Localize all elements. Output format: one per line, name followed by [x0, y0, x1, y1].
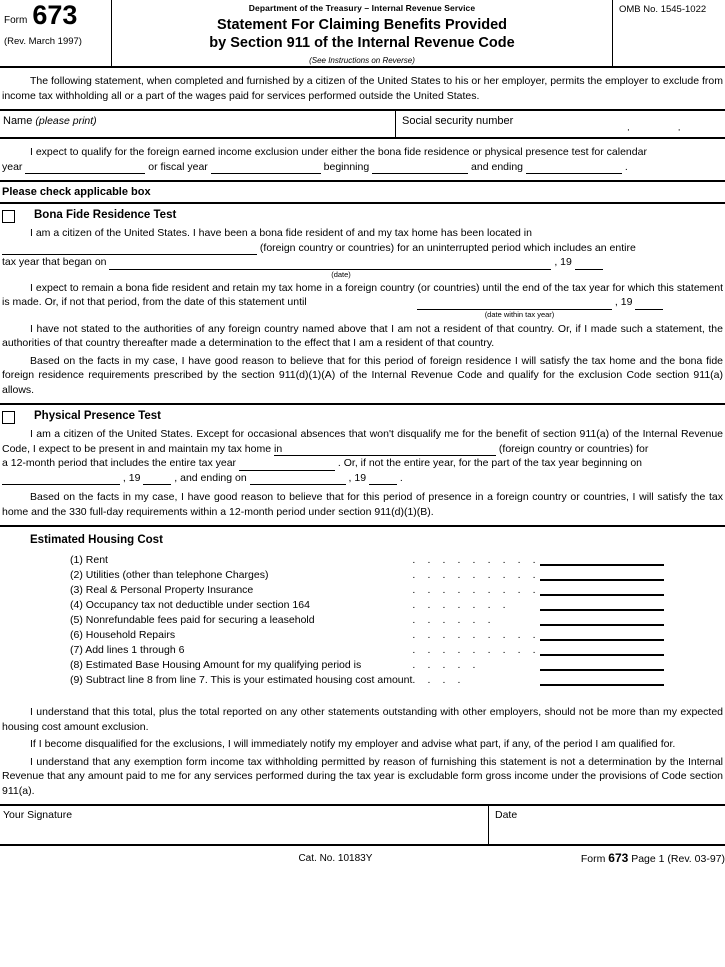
qualify-block: [0, 139, 725, 180]
physical-presence-p2: Based on the facts in my case, I have good reason to believe that for this period of presence in a foreign country or countries, I will satisfy the tax home and the 330 full-day requirements within a 12-month period under section 911(d)(1)(B).: [2, 491, 723, 518]
housing-row-num: (9): [70, 674, 83, 686]
housing-row-6-input[interactable]: [540, 628, 664, 641]
form-header: [0, 0, 725, 68]
housing-row-label: Estimated Base Housing Amount for my qualifying period is: [85, 659, 362, 671]
physical-presence-taxyear-input[interactable]: [239, 459, 335, 471]
bona-fide-date-caption: (date): [331, 269, 351, 279]
closing-block: [0, 695, 725, 804]
name-field[interactable]: [0, 111, 396, 137]
physical-presence-end-year-input[interactable]: [369, 473, 397, 485]
intro-block: [0, 68, 725, 109]
footer-form-info: [581, 851, 725, 865]
bona-fide-p4: Based on the facts in my case, I have good reason to believe that for this period of foreign residence I will satisfy the tax home and the bona fide foreign residence requirements prescribed by the section 911(d)(1)(A) of the Internal Revenue Code and qualify for the exclusion Code section 911(a) allows.: [2, 354, 723, 396]
form-title-line1: Statement For Claiming Benefits Provided: [216, 17, 508, 33]
leader-dots: . . . . .: [412, 659, 481, 671]
omb-number: OMB No. 1545-1022: [619, 4, 707, 15]
bona-fide-until-year-input[interactable]: [635, 298, 663, 310]
leader-dots: . . . . . . . . .: [412, 569, 541, 581]
physical-presence-title: Physical Presence Test: [34, 410, 161, 422]
physical-presence-and-ending: , and ending on: [174, 471, 247, 484]
ending-date-input[interactable]: [526, 162, 622, 174]
bona-fide-until-date-input[interactable]: [417, 298, 612, 310]
housing-row-num: (3): [70, 584, 83, 596]
bona-fide-country-line: [2, 241, 723, 256]
housing-row-3-input[interactable]: [540, 583, 664, 596]
leader-dots: . . . . . . .: [412, 599, 511, 611]
signature-label: Your Signature: [3, 809, 73, 821]
table-row: [70, 567, 664, 582]
table-row: [70, 627, 664, 642]
housing-row-label: Add lines 1 through 6: [85, 644, 185, 656]
leader-dots: . . . .: [412, 674, 466, 686]
catalog-number: Cat. No. 10183Y: [298, 852, 373, 864]
calendar-year-input[interactable]: [25, 162, 145, 174]
bona-fide-p2: I expect to remain a bona fide resident and retain my tax home in a foreign country (or countries) until the end of the tax year for which this statement is made. Or, if not that period, from the date of this statement until: [2, 281, 723, 308]
intro-paragraph: The following statement, when completed and furnished by a citizen of the United States to his or her employer, permits the employer to exclude from income tax withholding all or a part of the wages paid for services performed outside the United States.: [2, 75, 723, 102]
bona-fide-p1-b: (foreign country or countries) for an uninterrupted period which includes an entire: [259, 241, 636, 254]
physical-presence-year2: , 19: [348, 471, 367, 484]
housing-row-label: Household Repairs: [85, 629, 176, 641]
closing-p2: If I become disqualified for the exclusions, I will immediately notify my employer and advise what part, if any, of the period I am qualified for.: [30, 738, 676, 750]
bona-fide-date-within-caption: (date within tax year): [484, 309, 555, 319]
fiscal-year-input[interactable]: [211, 162, 321, 174]
housing-row-7-input[interactable]: [540, 643, 664, 656]
table-row: [70, 552, 664, 567]
bona-fide-residence-section: [0, 202, 725, 403]
physical-presence-p1-c: a 12-month period that includes the entire tax year: [2, 457, 237, 469]
identity-row: [0, 109, 725, 139]
name-hint: (please print): [35, 115, 97, 127]
leader-dots: . . . . . . . . .: [412, 584, 541, 596]
physical-presence-p1-a: I am a citizen of the United States. Except for occasional absences that won't disqualify me for the benefit of section 911(a) of the Internal Revenue Code, I expect to be present in and maintain my tax home in: [2, 428, 723, 455]
department-label: Department of the Treasury – Internal Revenue Service: [248, 3, 476, 13]
physical-presence-year1: , 19: [122, 471, 141, 484]
form-title-block: [112, 0, 613, 66]
housing-row-num: (5): [70, 614, 83, 626]
physical-presence-checkbox[interactable]: [2, 411, 15, 424]
housing-row-8-input[interactable]: [540, 658, 664, 671]
table-row: [70, 657, 664, 672]
footer-form-word: Form: [580, 853, 606, 865]
bona-fide-start-date-input[interactable]: [109, 258, 551, 270]
estimated-housing-cost-section: [0, 525, 725, 695]
or-fiscal-year-label: or fiscal year: [148, 160, 208, 173]
housing-row-num: (2): [70, 569, 83, 581]
form-footer: [0, 846, 725, 865]
signature-row: [0, 804, 725, 846]
housing-row-4-input[interactable]: [540, 598, 664, 611]
physical-presence-dates-line: [2, 471, 723, 486]
housing-cost-table: [70, 552, 664, 687]
form-title-line2: by Section 911 of the Internal Revenue Code: [209, 35, 515, 52]
bona-fide-year-prefix: , 19: [554, 256, 572, 268]
bona-fide-start-year-input[interactable]: [575, 258, 603, 270]
leader-dots: . . . . . . . . .: [412, 644, 541, 656]
name-label: Name: [3, 115, 33, 127]
housing-row-label: Real & Personal Property Insurance: [85, 584, 254, 596]
housing-row-label: Rent: [85, 554, 108, 566]
physical-presence-begin-year-input[interactable]: [143, 473, 171, 485]
ssn-separator-dots: · ·: [626, 124, 703, 136]
bona-fide-country-input[interactable]: [2, 243, 257, 255]
qualify-text: I expect to qualify for the foreign earned income exclusion under either the bona fide residence or physical presence test for calendar: [30, 146, 647, 158]
leader-dots: . . . . . . . . .: [412, 629, 541, 641]
bona-fide-title: Bona Fide Residence Test: [34, 209, 177, 221]
housing-row-num: (7): [70, 644, 83, 656]
form-word-label: Form: [4, 15, 28, 26]
physical-presence-section: [0, 403, 725, 525]
housing-row-label: Nonrefundable fees paid for securing a leasehold: [85, 614, 315, 626]
form-number: 673: [32, 0, 78, 30]
physical-presence-end-date-input[interactable]: [250, 473, 346, 485]
table-row: [70, 612, 664, 627]
leader-dots: . . . . . . . . .: [412, 554, 541, 566]
housing-row-num: (6): [70, 629, 83, 641]
housing-row-label: Subtract line 8 from line 7. This is your estimated housing cost amount: [85, 674, 413, 686]
bona-fide-p1-a: I am a citizen of the United States. I have been a bona fide resident of and my tax home has been located in: [30, 227, 532, 239]
physical-presence-p1-d: . Or, if not the entire year, for the part of the tax year beginning on: [337, 457, 643, 469]
bona-fide-p1-c: tax year that began on: [2, 256, 107, 268]
qualify-fill-line: [2, 160, 723, 175]
physical-presence-p1-b: (foreign country or countries) for: [498, 442, 649, 455]
physical-presence-end-mark: .: [399, 471, 403, 484]
beginning-date-input[interactable]: [372, 162, 468, 174]
housing-row-9-input[interactable]: [540, 673, 664, 686]
housing-row-label: Utilities (other than telephone Charges): [85, 569, 269, 581]
housing-row-2-input[interactable]: [540, 568, 664, 581]
table-row: [70, 582, 664, 597]
beginning-label: beginning: [323, 160, 370, 173]
check-applicable-heading: Please check applicable box: [2, 186, 151, 198]
form-number-block: [0, 0, 112, 66]
form-revision: (Rev. March 1997): [4, 36, 82, 47]
housing-heading: Estimated Housing Cost: [30, 534, 163, 546]
see-instructions-note: (See Instructions on Reverse): [309, 56, 415, 66]
housing-row-label: Occupancy tax not deductible under section 164: [85, 599, 310, 611]
bona-fide-p3: I have not stated to the authorities of any foreign country named above that I am not a resident of that country. Or, if I made such a statement, the authorities of that country thereafter made a determination to the effect that I am a resident of that country.: [2, 322, 723, 349]
footer-page-info: Page 1 (Rev. 03-97): [631, 853, 725, 865]
housing-row-5-input[interactable]: [540, 613, 664, 626]
date-label: Date: [495, 809, 518, 821]
footer-form-number: 673: [608, 851, 629, 865]
housing-row-num: (1): [70, 554, 83, 566]
housing-row-num: (8): [70, 659, 83, 671]
table-row: [70, 672, 664, 687]
bona-fide-checkbox[interactable]: [2, 210, 15, 223]
bona-fide-p2-year-prefix: , 19: [614, 296, 633, 308]
housing-row-1-input[interactable]: [540, 553, 664, 566]
table-row: [70, 642, 664, 657]
physical-presence-country-input[interactable]: [274, 444, 496, 456]
table-row: [70, 597, 664, 612]
ssn-field[interactable]: [396, 111, 725, 137]
physical-presence-begin-date-input[interactable]: [2, 473, 120, 485]
leader-dots: . . . . . .: [412, 614, 496, 626]
date-field[interactable]: [489, 806, 725, 844]
closing-p1: I understand that this total, plus the total reported on any other statements outstanding with other employers, should not be more than my expected housing cost amount exclusion.: [2, 706, 723, 733]
signature-field[interactable]: [0, 806, 489, 844]
and-ending-label: and ending: [471, 160, 524, 173]
qualify-period-mark: .: [624, 160, 628, 173]
closing-p3: I understand that any exemption form income tax withholding permitted by reason of furnishing this statement is not a determination by the Internal Revenue that any amount paid to me for any services performed during the tax year is excludable form gross income under the provisions of Code section 911(a).: [2, 755, 723, 797]
housing-row-num: (4): [70, 599, 83, 611]
ssn-label: Social security number: [402, 115, 514, 127]
physical-presence-period-line: [2, 456, 723, 471]
year-word: year: [2, 160, 23, 173]
bona-fide-taxyear-line: [2, 255, 723, 270]
